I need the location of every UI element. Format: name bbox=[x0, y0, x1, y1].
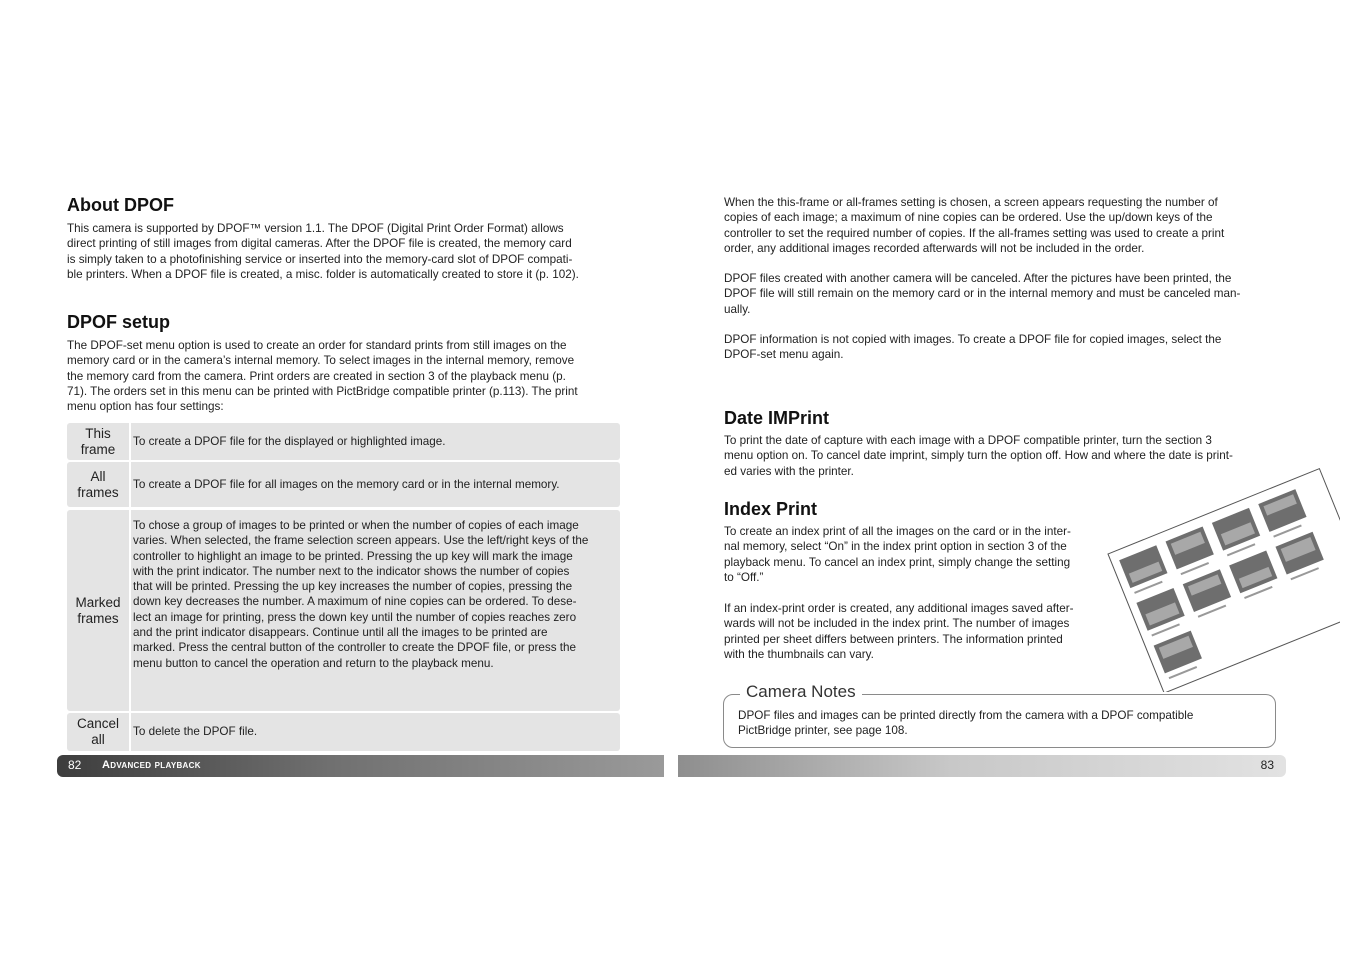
page-number: 82 bbox=[68, 758, 82, 772]
intro-paragraph bbox=[724, 332, 1284, 363]
text-line: controller to set the required number of copies. If the all-frames setting was used to create a print bbox=[724, 226, 1225, 240]
index-print-text bbox=[724, 601, 1104, 662]
text-line: with the thumbnails can vary. bbox=[724, 647, 874, 661]
table-row bbox=[67, 713, 620, 751]
text-line: wards will not be included in the index print. The number of images bbox=[724, 617, 1070, 631]
text-line: copies of each image; a maximum of nine copies can be ordered. Use the up/down keys of the bbox=[724, 211, 1213, 225]
text-line: ually. bbox=[724, 302, 751, 316]
text-line: memory card or in the camera’s internal memory. To select images in the internal memory, remove bbox=[67, 354, 575, 368]
text-line: is simply taken to a photofinishing service or inserted into the memory-card slot of DPOF compati- bbox=[67, 252, 573, 266]
setting-description: To create a DPOF file for the displayed or highlighted image. bbox=[131, 423, 620, 460]
text-line: ble printers. When a DPOF file is created, a misc. folder is automatically created to store it (p. 102). bbox=[67, 267, 579, 281]
text-line: ed varies with the printer. bbox=[724, 464, 854, 478]
table-row bbox=[67, 462, 620, 507]
intro-paragraph bbox=[724, 271, 1284, 317]
camera-notes-text bbox=[738, 709, 1258, 738]
text-line: nal memory, select “On” in the index print option in section 3 of the bbox=[724, 540, 1067, 554]
text-line: PictBridge printer, see page 108. bbox=[738, 723, 908, 737]
table-row bbox=[67, 510, 620, 711]
text-line: DPOF-set menu again. bbox=[724, 348, 844, 362]
text-line: printed per sheet differs between printers. The information printed bbox=[724, 632, 1063, 646]
index-print-illustration bbox=[1100, 462, 1340, 692]
table-row bbox=[67, 423, 620, 460]
text-line: This camera is supported by DPOF™ version 1.1. The DPOF (Digital Print Order Format) allows bbox=[67, 222, 564, 235]
text-line: menu option has four settings: bbox=[67, 400, 224, 414]
text-line: To print the date of capture with each image with a DPOF compatible printer, turn the section 3 bbox=[724, 434, 1212, 447]
dpof-setup-text bbox=[67, 338, 627, 414]
text-line: DPOF files and images can be printed directly from the camera with a DPOF compatible bbox=[738, 709, 1194, 722]
index-print-text bbox=[724, 524, 1104, 585]
about-dpof-heading: About DPOF bbox=[67, 195, 174, 215]
setting-label: Cancel all bbox=[67, 713, 129, 751]
camera-notes-title: Camera Notes bbox=[740, 682, 862, 702]
setting-label: All frames bbox=[67, 462, 129, 507]
setting-label: This frame bbox=[67, 423, 129, 460]
about-dpof-text bbox=[67, 221, 627, 282]
text-line: order, any additional images recorded afterwards will not be included in the order. bbox=[724, 241, 1145, 255]
setting-description: To delete the DPOF file. bbox=[131, 713, 620, 751]
index-print-heading: Index Print bbox=[724, 499, 818, 519]
footer-bar-left bbox=[57, 755, 664, 777]
page-number: 83 bbox=[1260, 758, 1274, 772]
date-imprint-heading: Date IMPrint bbox=[724, 408, 830, 428]
setting-description: To create a DPOF file for all images on the memory card or in the internal memory. bbox=[131, 462, 620, 507]
text-line: DPOF files created with another camera will be canceled. After the pictures have been printed, the bbox=[724, 272, 1232, 285]
intro-paragraph bbox=[724, 195, 1284, 256]
footer-bar-right bbox=[678, 755, 1286, 777]
text-line: To create an index print of all the images on the card or in the inter- bbox=[724, 525, 1071, 538]
camera-notes-box bbox=[723, 682, 1276, 748]
text-line: The DPOF-set menu option is used to create an order for standard prints from still images on the bbox=[67, 339, 567, 352]
text-line: menu option on. To cancel date imprint, simply turn the option off. How and where the date is print- bbox=[724, 449, 1233, 463]
text-line: direct printing of still images from digital cameras. After the DPOF file is created, the memory card bbox=[67, 237, 572, 251]
section-title: Advanced playback bbox=[102, 759, 201, 771]
setting-label: Marked frames bbox=[67, 510, 129, 711]
text-line: to “Off.” bbox=[724, 570, 764, 584]
text-line: DPOF information is not copied with images. To create a DPOF file for copied images, select the bbox=[724, 333, 1222, 346]
text-line: When the this-frame or all-frames setting is chosen, a screen appears requesting the number of bbox=[724, 196, 1218, 209]
text-line: the memory card from the camera. Print orders are created in section 3 of the playback menu (p. bbox=[67, 369, 566, 383]
text-line: DPOF file will still remain on the memory card or in the internal memory and must be canceled man- bbox=[724, 287, 1241, 301]
text-line: 71). The orders set in this menu can be printed with PictBridge compatible printer (p.113). The print bbox=[67, 384, 578, 398]
text-line: playback menu. To cancel an index print, simply change the setting bbox=[724, 555, 1071, 569]
setting-description: To chose a group of images to be printed or when the number of copies of each image varies. When selected, the frame selection screen appears. Use the left/right keys of the controller to highlight an image to be printed. Pressing the up key will mark the image with the print indicator. The number next to the indicator shows the number of copies that will be printed. Pressing the up key increases the number of copies, pressing the down key decreases the number. A maximum of nine copies can be ordered. To dese- lect an image for printing, press the down key until the number of copies reaches zero and the print indicator disappears. Continue until all the images to be printed are marked. Press the central button of the controller to create the DPOF file, or press the menu button to cancel the operation and return to the playback menu. bbox=[131, 510, 620, 711]
dpof-setup-heading: DPOF setup bbox=[67, 312, 171, 332]
text-line: If an index-print order is created, any additional images saved after- bbox=[724, 602, 1074, 615]
